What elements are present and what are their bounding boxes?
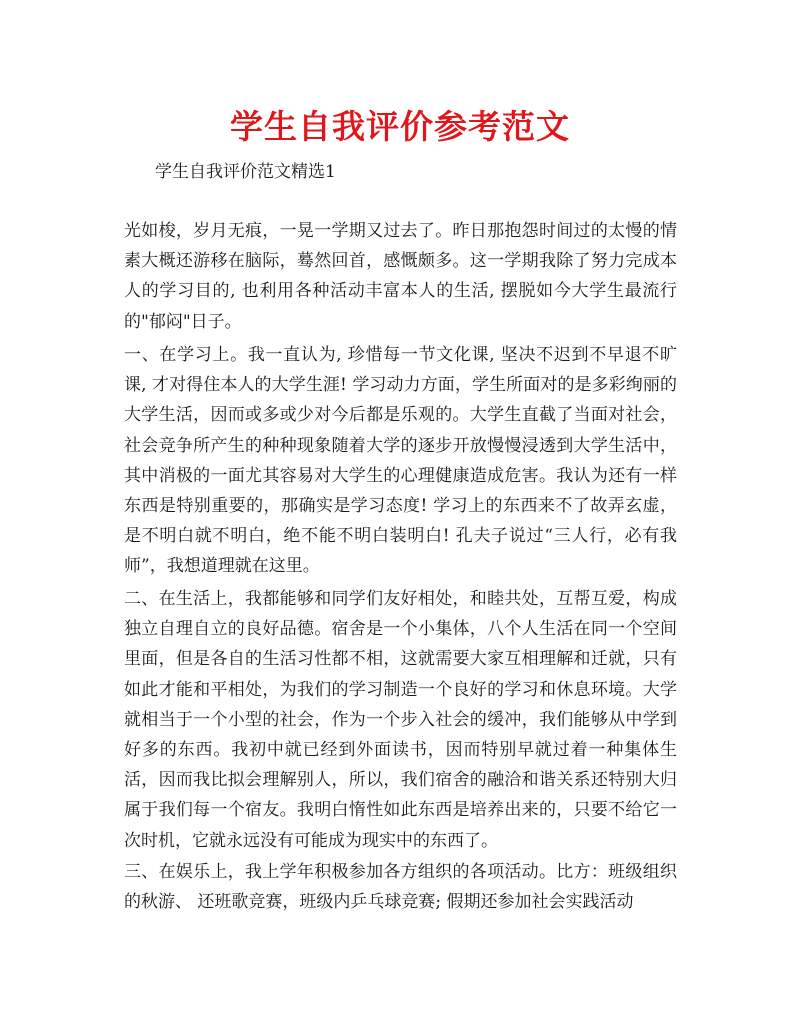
paragraph-intro: 光如梭，岁月无痕，一晃一学期又过去了。昨日那抱怨时间过的太慢的情素大概还游移在脑际，蓦然回首，感慨颇多。这一学期我除了努力完成本人的学习目的, 也利用各种活动丰富本人的生活, 摆脱如今大学生最流行的"郁闷"日子。 (124, 221, 677, 332)
page-title: 学生自我评价参考范文 (230, 107, 570, 146)
paragraph-entertainment: 三、在娱乐上，我上学年积极参加各方组织的各项活动。比方：班级组织的秋游、 还班歌竞赛，班级内乒乓球竞赛; 假期还参加社会实践活动 (124, 862, 677, 913)
paragraph-study: 一、在学习上。我一直认为, 珍惜每一节文化课, 坚决不迟到不早退不旷课, 才对得住本人的大学生涯! 学习动力方面，学生所面对的是多彩绚丽的大学生活，因而或多或少对今后都是乐观的。大学生直截了当面对社会，社会竞争所产生的种种现象随着大学的逐步开放慢慢浸透到大学生活中，其中消极的一面尤其容易对大学生的心理健康造成危害。我认为还有一样东西是特别重要的，那确实是学习态度! 学习上的东西来不了故弄玄虚，是不明白就不明白，绝不能不明白装明白! 孔夫子说过“三人行，必有我师”，我想道理就在这里。 (124, 345, 677, 577)
paragraph-life: 二、在生活上，我都能够和同学们友好相处，和睦共处，互帮互爱，构成独立自理自立的良好品德。宿舍是一个小集体，八个人生活在同一个空间里面，但是各自的生活习性都不相，这就需要大家互相理解和迁就，只有如此才能和平相处，为我们的学习制造一个良好的学习和休息环境。大学就相当于一个小型的社会，作为一个步入社会的缓冲，我们能够从中学到好多的东西。我初中就已经到外面读书，因而特别早就过着一种集体生活，因而我比拟会理解别人，所以，我们宿舍的融洽和谐关系还特别大归属于我们每一个宿友。我明白惰性如此东西是培养出来的，只要不给它一次时机，它就永远没有可能成为现实中的东西了。 (124, 589, 677, 851)
section-subtitle: 学生自我评价范文精选1 (155, 162, 336, 182)
